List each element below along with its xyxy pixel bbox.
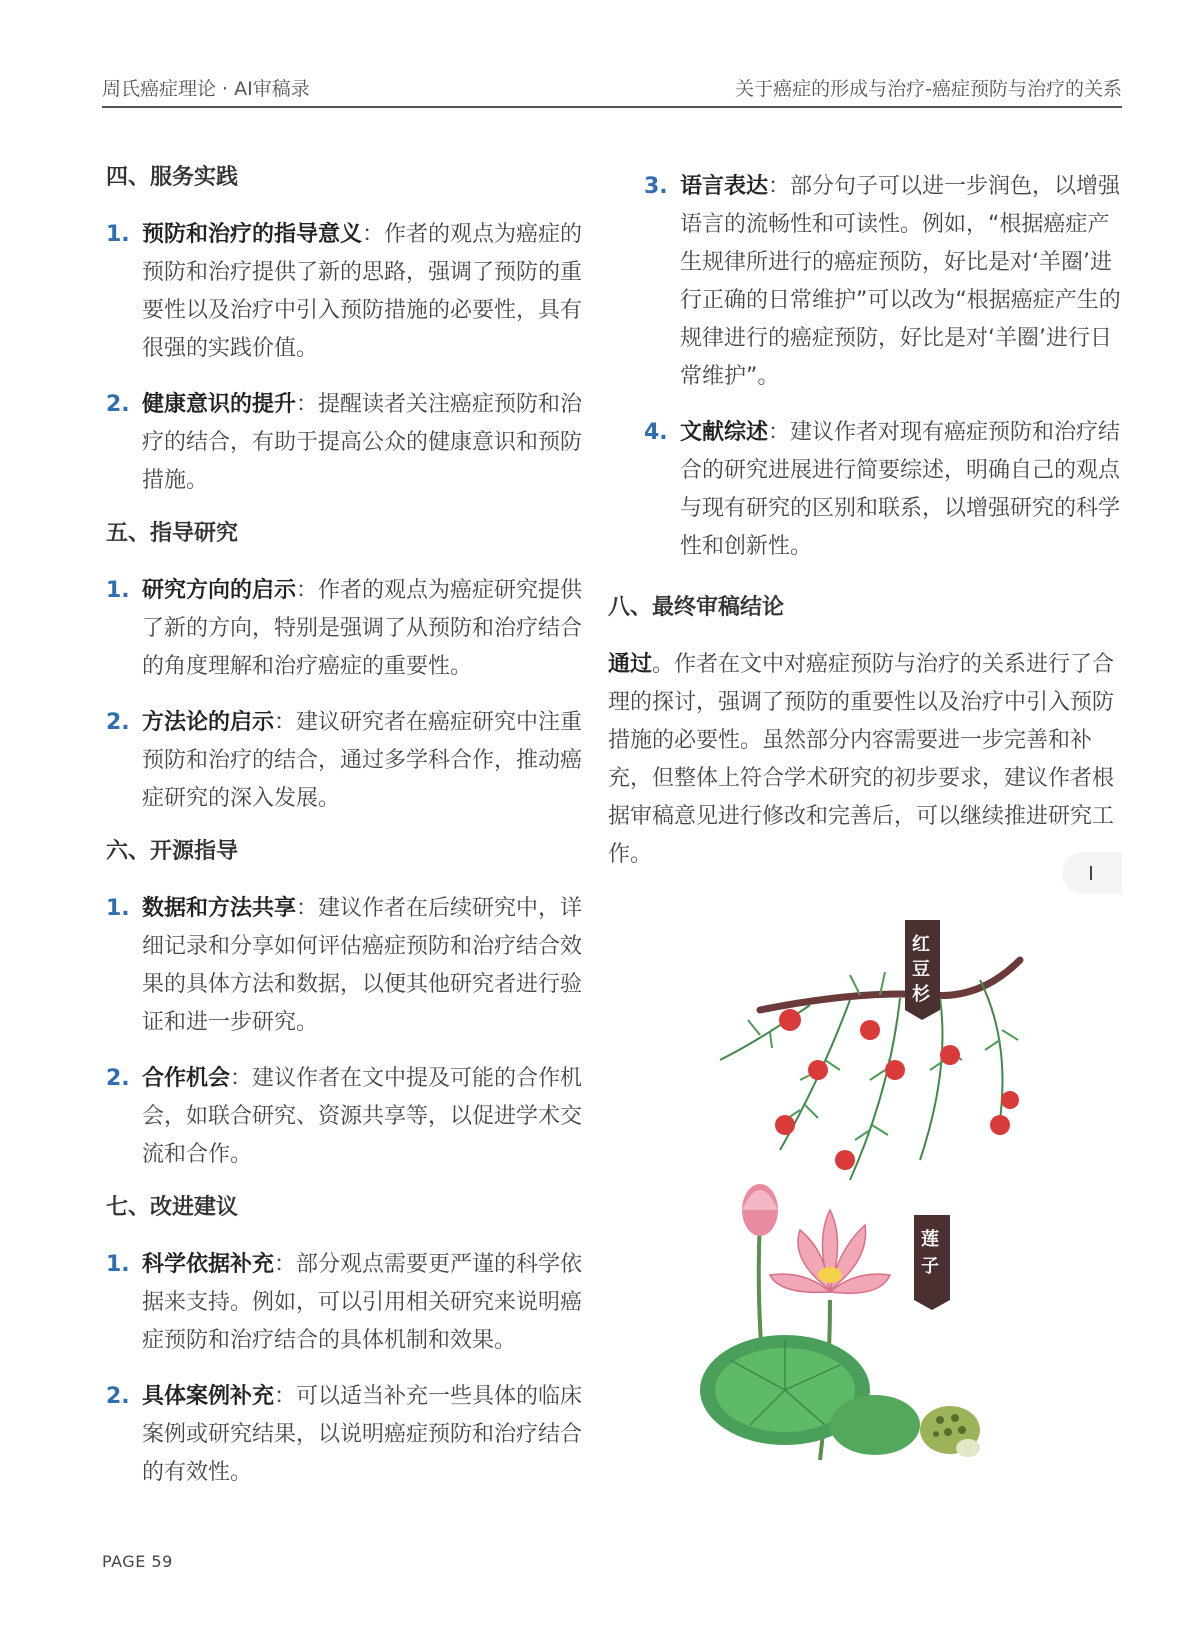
section-title: 六、开源指导 — [106, 839, 239, 864]
item-text: ：建议作者在文中提及可能的合作机会，如联合研究、资源共享等，以促进学术交流和合作。 — [142, 1066, 583, 1167]
list-item — [106, 890, 596, 1042]
section-title: 五、指导研究 — [106, 521, 239, 546]
header-left-title: 周氏癌症理论 · AI审稿录 — [102, 78, 310, 100]
section-title: 四、服务实践 — [106, 165, 239, 190]
list-item — [106, 572, 596, 686]
item-keyword: 文献综述 — [680, 420, 769, 445]
item-text: ：部分观点需要更严谨的科学依据来支持。例如，可以引用相关研究来说明癌症预防和治疗结合的具体机制和效果。 — [142, 1252, 583, 1353]
list-item — [106, 704, 596, 818]
item-number: 1. — [106, 578, 130, 603]
item-number: 4. — [644, 420, 668, 445]
final-conclusion — [608, 646, 1124, 874]
item-keyword: 具体案例补充 — [142, 1384, 275, 1409]
list-item — [644, 168, 1124, 396]
item-text: ：作者的观点为癌症研究提供了新的方向，特别是强调了从预防和治疗结合的角度理解和治疗癌症的重要性。 — [142, 578, 583, 679]
tag-hongdoushan-1: 红 — [912, 934, 930, 955]
item-text: ：建议作者在后续研究中，详细记录和分享如何评估癌症预防和治疗结合效果的具体方法和数据，以便其他研究者进行验证和进一步研究。 — [142, 896, 583, 1035]
conclusion-text: 。作者在文中对癌症预防与治疗的关系进行了合理的探讨，强调了预防的重要性以及治疗中引入预防措施的必要性。虽然部分内容需要进一步完善和补充，但整体上符合学术研究的初步要求，建议作者根据审稿意见进行修改和完善后，可以继续推进研究工作。 — [608, 652, 1115, 867]
list-item — [106, 216, 596, 368]
item-number: 2. — [106, 1066, 130, 1091]
item-number: 2. — [106, 392, 130, 417]
yew-branch-icon — [720, 920, 1020, 1180]
item-number: 3. — [644, 174, 668, 199]
item-text: ：提醒读者关注癌症预防和治疗的结合，有助于提高公众的健康意识和预防措施。 — [142, 392, 583, 493]
item-text: ：建议研究者在癌症研究中注重预防和治疗的结合，通过多学科合作，推动癌症研究的深入发展。 — [142, 710, 583, 811]
left-column — [106, 162, 596, 1510]
item-text: ：部分句子可以进一步润色，以增强语言的流畅性和可读性。例如，“根据癌症产生规律所进行的癌症预防，好比是对‘羊圈’进行正确的日常维护”可以改为“根据癌症产生的规律进行的癌症预防，好比是对‘羊圈’进行日常维护”。 — [680, 174, 1121, 389]
tag-hongdoushan-2: 豆 — [912, 959, 930, 980]
list-item — [106, 1378, 596, 1492]
item-number: 1. — [106, 222, 130, 247]
item-keyword: 数据和方法共享 — [142, 896, 297, 921]
scroll-handle[interactable] — [1062, 852, 1122, 894]
header-right-title: 关于癌症的形成与治疗-癌症预防与治疗的关系 — [735, 78, 1122, 100]
botanical-illustration — [700, 920, 1080, 1540]
item-keyword: 预防和治疗的指导意义 — [142, 222, 363, 247]
item-text: ：建议作者对现有癌症预防和治疗结合的研究进展进行简要综述，明确自己的观点与现有研究的区别和联系，以增强研究的科学性和创新性。 — [680, 420, 1121, 559]
tag-lianzi-1: 莲 — [921, 1229, 939, 1250]
lotus-icon — [700, 1184, 980, 1460]
page-header — [102, 70, 1122, 108]
item-text: ：可以适当补充一些具体的临床案例或研究结果，以说明癌症预防和治疗结合的有效性。 — [142, 1384, 583, 1485]
tag-lianzi-2: 子 — [921, 1256, 939, 1277]
item-text: ：作者的观点为癌症的预防和治疗提供了新的思路，强调了预防的重要性以及治疗中引入预防措施的必要性，具有很强的实践价值。 — [142, 222, 583, 361]
right-column — [608, 168, 1124, 874]
item-number: 2. — [106, 710, 130, 735]
item-keyword: 健康意识的提升 — [142, 392, 297, 417]
item-keyword: 研究方向的启示 — [142, 578, 297, 603]
item-keyword: 语言表达 — [680, 174, 769, 199]
list-item — [106, 1246, 596, 1360]
list-item — [106, 386, 596, 500]
item-keyword: 合作机会 — [142, 1066, 231, 1091]
page-number: PAGE 59 — [102, 1552, 173, 1571]
list-item — [644, 414, 1124, 566]
section-title: 八、最终审稿结论 — [608, 595, 785, 620]
item-number: 1. — [106, 896, 130, 921]
conclusion-keyword: 通过 — [608, 652, 653, 677]
list-item — [106, 1060, 596, 1174]
section-title: 七、改进建议 — [106, 1195, 239, 1220]
tag-hongdoushan-3: 杉 — [912, 984, 930, 1005]
item-number: 1. — [106, 1252, 130, 1277]
item-keyword: 方法论的启示 — [142, 710, 275, 735]
item-number: 2. — [106, 1384, 130, 1409]
item-keyword: 科学依据补充 — [142, 1252, 275, 1277]
